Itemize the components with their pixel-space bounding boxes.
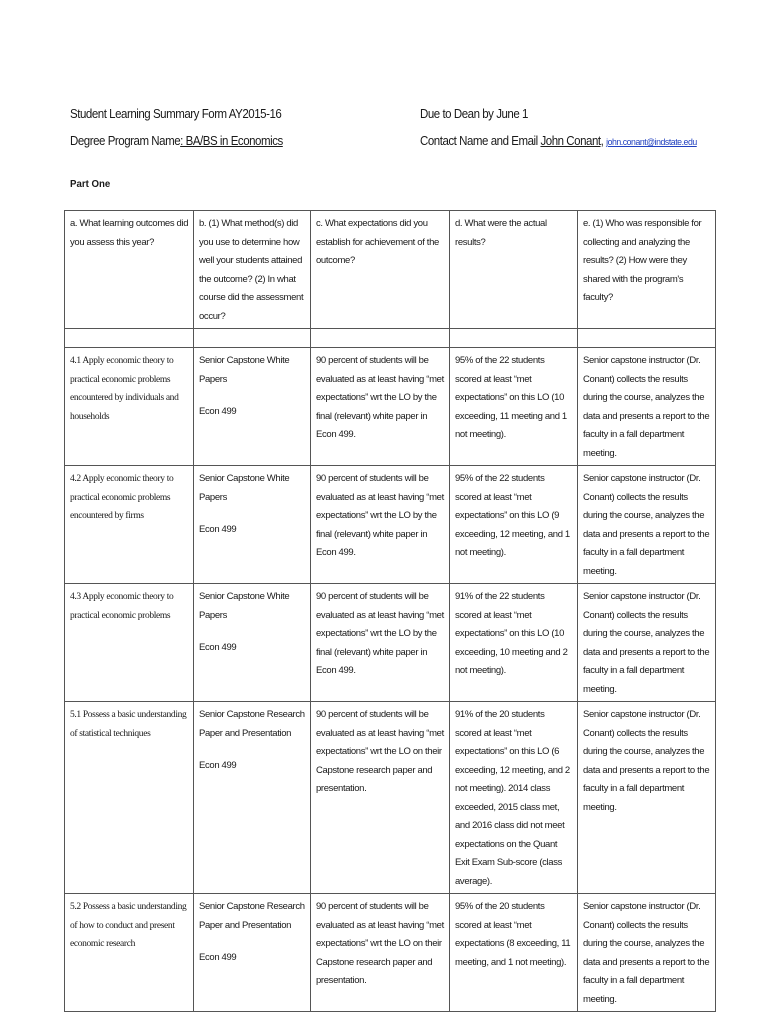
result-cell: 95% of the 20 students scored at least “met expectations (8 exceeding, 11 meeting, and 1 not meeting). bbox=[450, 894, 578, 1012]
header-methods: b. (1) What method(s) did you use to determine how well your students attained the outcome? (2) In what course did the assessment occur? bbox=[194, 211, 311, 329]
method-text: Senior Capstone Research Paper and Presentation bbox=[199, 901, 305, 931]
table-row bbox=[65, 702, 716, 894]
result-cell: 91% of the 20 students scored at least “met expectations” on this LO (6 exceeding, 12 meeting, and 2 not meeting). 2014 class exceeded, 2015 class met, and 2016 class did not meet expectations on the Quant Exit Exam Sub-score (class average). bbox=[450, 702, 578, 894]
course-text: Econ 499 bbox=[199, 952, 237, 963]
result-cell: 95% of the 22 students scored at least “met expectations” on this LO (9 exceeding, 12 meeting, and 1 not meeting). bbox=[450, 466, 578, 584]
contact-name: John Conant, bbox=[540, 134, 604, 148]
expectation-cell: 90 percent of students will be evaluated as at least having “met expectations” wrt the LO by the final (relevant) white paper in Econ 499. bbox=[311, 466, 450, 584]
learning-outcome-cell: 4.3 Apply economic theory to practical economic problems bbox=[65, 584, 194, 702]
empty-row bbox=[65, 329, 716, 348]
form-title: Student Learning Summary Form AY2015-16 bbox=[70, 107, 282, 121]
learning-outcome-cell: 4.2 Apply economic theory to practical economic problems encountered by firms bbox=[65, 466, 194, 584]
contact-email-link[interactable]: john.conant@indstate.edu bbox=[606, 137, 697, 148]
header-responsible: e. (1) Who was responsible for collecting and analyzing the results? (2) How were they shared with the program's faculty? bbox=[578, 211, 716, 329]
expectation-cell: 90 percent of students will be evaluated as at least having “met expectations” wrt the LO by the final (relevant) white paper in Econ 499. bbox=[311, 584, 450, 702]
method-text: Senior Capstone White Papers bbox=[199, 591, 290, 621]
course-text: Econ 499 bbox=[199, 524, 237, 535]
table-row bbox=[65, 466, 716, 584]
expectation-cell: 90 percent of students will be evaluated as at least having “met expectations” wrt the LO on their Capstone research paper and presentation. bbox=[311, 894, 450, 1012]
contact-label: Contact Name and Email bbox=[420, 134, 541, 148]
course-text: Econ 499 bbox=[199, 760, 237, 771]
method-text: Senior Capstone White Papers bbox=[199, 473, 290, 503]
responsible-cell: Senior capstone instructor (Dr. Conant) collects the results during the course, analyzes the data and presents a report to the faculty in a fall department meeting. bbox=[578, 348, 716, 466]
learning-outcome-cell: 5.1 Possess a basic understanding of statistical techniques bbox=[65, 702, 194, 894]
contact-info bbox=[420, 134, 697, 148]
result-cell: 91% of the 22 students scored at least “met expectations” on this LO (10 exceeding, 10 meeting and 2 not meeting). bbox=[450, 584, 578, 702]
degree-program bbox=[70, 134, 283, 148]
responsible-cell: Senior capstone instructor (Dr. Conant) collects the results during the course, analyzes the data and presents a report to the faculty in a fall department meeting. bbox=[578, 466, 716, 584]
method-cell bbox=[194, 466, 311, 584]
learning-outcome-cell: 5.2 Possess a basic understanding of how to conduct and present economic research bbox=[65, 894, 194, 1012]
learning-summary-table bbox=[64, 210, 716, 1012]
method-cell bbox=[194, 702, 311, 894]
table-row bbox=[65, 894, 716, 1012]
responsible-cell: Senior capstone instructor (Dr. Conant) collects the results during the course, analyzes the data and presents a report to the faculty in a fall department meeting. bbox=[578, 584, 716, 702]
result-cell: 95% of the 22 students scored at least “met expectations” on this LO (10 exceeding, 11 meeting and 1 not meeting). bbox=[450, 348, 578, 466]
expectation-cell: 90 percent of students will be evaluated as at least having “met expectations” wrt the LO on their Capstone research paper and presentation. bbox=[311, 702, 450, 894]
part-label: Part One bbox=[70, 178, 111, 190]
responsible-cell: Senior capstone instructor (Dr. Conant) collects the results during the course, analyzes the data and presents a report to the faculty in a fall department meeting. bbox=[578, 894, 716, 1012]
due-date: Due to Dean by June 1 bbox=[420, 107, 528, 121]
responsible-cell: Senior capstone instructor (Dr. Conant) collects the results during the course, analyzes the data and presents a report to the faculty in a fall department meeting. bbox=[578, 702, 716, 894]
method-cell bbox=[194, 348, 311, 466]
learning-outcome-cell: 4.1 Apply economic theory to practical economic problems encountered by individuals and households bbox=[65, 348, 194, 466]
header-results: d. What were the actual results? bbox=[450, 211, 578, 329]
method-cell bbox=[194, 894, 311, 1012]
course-text: Econ 499 bbox=[199, 406, 237, 417]
table-row bbox=[65, 584, 716, 702]
expectation-cell: 90 percent of students will be evaluated as at least having “met expectations” wrt the LO by the final (relevant) white paper in Econ 499. bbox=[311, 348, 450, 466]
method-text: Senior Capstone White Papers bbox=[199, 355, 290, 385]
method-cell bbox=[194, 584, 311, 702]
degree-program-label: Degree Program Name bbox=[70, 134, 181, 148]
table-header-row bbox=[65, 211, 716, 329]
degree-program-value: : BA/BS in Economics bbox=[180, 134, 283, 148]
course-text: Econ 499 bbox=[199, 642, 237, 653]
table-row bbox=[65, 348, 716, 466]
header-expectations: c. What expectations did you establish for achievement of the outcome? bbox=[311, 211, 450, 329]
method-text: Senior Capstone Research Paper and Presentation bbox=[199, 709, 305, 739]
header-outcomes: a. What learning outcomes did you assess this year? bbox=[65, 211, 194, 329]
